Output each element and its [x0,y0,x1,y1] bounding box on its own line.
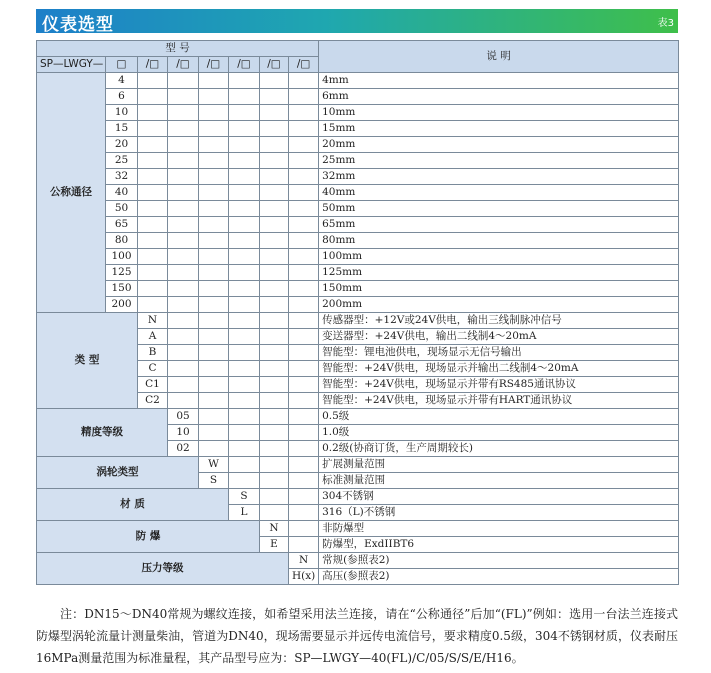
option-code: A [138,329,168,345]
section-diameter-label: 公称通径 [37,73,106,313]
option-description: 智能型：锂电池供电，现场显示无信号输出 [319,345,679,361]
section-title: 仪表选型 [42,15,114,35]
table-number: 表3 [657,18,674,29]
section-turbine-label: 涡轮类型 [37,457,199,489]
table-row [37,217,679,233]
empty-cell [289,249,319,265]
option-code: 15 [106,121,138,137]
empty-cell [199,297,229,313]
empty-cell [199,185,229,201]
empty-cell [229,153,260,169]
empty-cell [138,249,168,265]
empty-cell [168,361,199,377]
empty-cell [199,377,229,393]
option-description: 扩展测量范围 [319,457,679,473]
empty-cell [260,329,289,345]
empty-cell [168,393,199,409]
empty-cell [229,425,260,441]
empty-cell [168,265,199,281]
option-description: 125mm [319,265,679,281]
empty-cell [138,89,168,105]
model-prefix: SP—LWGY— [37,57,106,73]
option-description: 非防爆型 [319,521,679,537]
empty-cell [289,505,319,521]
empty-cell [168,281,199,297]
empty-cell [260,313,289,329]
option-description: 智能型：+24V供电，现场显示并输出二线制4～20mA [319,361,679,377]
empty-cell [289,121,319,137]
empty-cell [138,185,168,201]
table-row [37,185,679,201]
empty-cell [260,121,289,137]
empty-cell [199,153,229,169]
table-row [37,153,679,169]
empty-cell [229,297,260,313]
empty-cell [229,169,260,185]
empty-cell [199,73,229,89]
table-row [37,233,679,249]
empty-cell [168,137,199,153]
empty-cell [168,153,199,169]
model-slot: /□ [138,57,168,73]
empty-cell [199,393,229,409]
empty-cell [289,217,319,233]
empty-cell [289,153,319,169]
empty-cell [199,313,229,329]
empty-cell [289,329,319,345]
empty-cell [289,521,319,537]
table-row [37,249,679,265]
model-slot: /□ [260,57,289,73]
empty-cell [229,233,260,249]
option-description: 150mm [319,281,679,297]
option-code: 32 [106,169,138,185]
option-description: 0.5级 [319,409,679,425]
option-description: 304不锈钢 [319,489,679,505]
empty-cell [199,441,229,457]
table-row [37,553,679,569]
option-code: 6 [106,89,138,105]
option-description: 65mm [319,217,679,233]
empty-cell [168,217,199,233]
model-slot: □ [106,57,138,73]
empty-cell [260,89,289,105]
empty-cell [260,457,289,473]
empty-cell [138,281,168,297]
option-description: 40mm [319,185,679,201]
empty-cell [260,345,289,361]
empty-cell [168,201,199,217]
empty-cell [260,265,289,281]
empty-cell [168,73,199,89]
option-description: 32mm [319,169,679,185]
empty-cell [289,409,319,425]
option-code: 4 [106,73,138,89]
empty-cell [168,345,199,361]
empty-cell [229,121,260,137]
option-description: 316（L)不锈钢 [319,505,679,521]
option-code: 200 [106,297,138,313]
option-code: C2 [138,393,168,409]
empty-cell [229,329,260,345]
empty-cell [289,473,319,489]
empty-cell [138,233,168,249]
header-row-1 [37,41,679,57]
empty-cell [260,281,289,297]
empty-cell [260,473,289,489]
table-row [37,297,679,313]
option-description: 25mm [319,153,679,169]
section-pressure-label: 压力等级 [37,553,289,585]
empty-cell [260,505,289,521]
option-code: 40 [106,185,138,201]
empty-cell [199,89,229,105]
option-code: N [289,553,319,569]
empty-cell [138,297,168,313]
empty-cell [260,393,289,409]
empty-cell [199,409,229,425]
table-row [37,201,679,217]
empty-cell [289,489,319,505]
empty-cell [229,457,260,473]
empty-cell [289,361,319,377]
empty-cell [260,137,289,153]
empty-cell [260,409,289,425]
option-description: 标准测量范围 [319,473,679,489]
empty-cell [260,377,289,393]
empty-cell [289,345,319,361]
empty-cell [289,169,319,185]
empty-cell [138,121,168,137]
option-description: 常规(参照表2) [319,553,679,569]
option-code: C [138,361,168,377]
empty-cell [199,345,229,361]
empty-cell [199,201,229,217]
option-description: 20mm [319,137,679,153]
option-code: N [260,521,289,537]
empty-cell [199,425,229,441]
empty-cell [168,377,199,393]
table-row [37,89,679,105]
empty-cell [138,153,168,169]
option-description: 智能型：+24V供电，现场显示并带有RS485通讯协议 [319,377,679,393]
table-row [37,281,679,297]
option-description: 200mm [319,297,679,313]
option-description: 50mm [319,201,679,217]
empty-cell [199,217,229,233]
option-description: 80mm [319,233,679,249]
empty-cell [229,393,260,409]
empty-cell [168,105,199,121]
empty-cell [229,345,260,361]
empty-cell [138,217,168,233]
table-row [37,105,679,121]
empty-cell [229,377,260,393]
empty-cell [260,249,289,265]
empty-cell [289,105,319,121]
empty-cell [138,169,168,185]
option-description: 6mm [319,89,679,105]
section-material-label: 材 质 [37,489,229,521]
model-slot: /□ [168,57,199,73]
empty-cell [289,457,319,473]
table-row [37,169,679,185]
empty-cell [199,233,229,249]
model-header: 型 号 [37,41,319,57]
empty-cell [260,201,289,217]
option-code: 150 [106,281,138,297]
empty-cell [168,185,199,201]
empty-cell [199,265,229,281]
empty-cell [168,249,199,265]
empty-cell [289,425,319,441]
empty-cell [289,537,319,553]
option-code: 10 [168,425,199,441]
empty-cell [260,153,289,169]
empty-cell [229,265,260,281]
option-description: 0.2级(协商订货，生产周期较长) [319,441,679,457]
section-banner [36,9,678,33]
model-slot: /□ [229,57,260,73]
empty-cell [260,425,289,441]
empty-cell [289,265,319,281]
option-code: E [260,537,289,553]
empty-cell [168,297,199,313]
option-code: 10 [106,105,138,121]
empty-cell [138,105,168,121]
option-description: 智能型：+24V供电，现场显示并带有HART通讯协议 [319,393,679,409]
option-code: W [199,457,229,473]
empty-cell [260,105,289,121]
empty-cell [229,217,260,233]
empty-cell [289,89,319,105]
option-code: 05 [168,409,199,425]
empty-cell [229,105,260,121]
empty-cell [289,441,319,457]
empty-cell [289,313,319,329]
table-row [37,457,679,473]
option-code: 100 [106,249,138,265]
empty-cell [199,249,229,265]
empty-cell [229,409,260,425]
option-description: 防爆型，ExdIIBT6 [319,537,679,553]
empty-cell [229,473,260,489]
option-code: C1 [138,377,168,393]
option-code: 65 [106,217,138,233]
empty-cell [199,169,229,185]
empty-cell [260,297,289,313]
footnote: 注：DN15～DN40常规为螺纹连接，如希望采用法兰连接，请在“公称通径”后加“(FL)”例如：选用一台法兰连接式防爆型涡轮流量计测量柴油，管道为DN40，现场需要显示并远传电流信号，要求精度0.5级，304不锈钢材质，仪表耐压16MPa测量范围为标准量程，其产品型号应为：SP—LWGY—40(FL)/C/05/S/S/E/H16。 [36,607,678,665]
option-code: N [138,313,168,329]
empty-cell [289,281,319,297]
option-code: S [229,489,260,505]
empty-cell [289,201,319,217]
empty-cell [168,233,199,249]
option-description: 传感器型：+12V或24V供电，输出三线制脉冲信号 [319,313,679,329]
empty-cell [260,185,289,201]
empty-cell [199,105,229,121]
table-row [37,265,679,281]
option-description: 10mm [319,105,679,121]
option-description: 变送器型：+24V供电，输出二线制4～20mA [319,329,679,345]
description-header: 说 明 [319,41,679,73]
section-explosion-label: 防 爆 [37,521,260,553]
option-description: 高压(参照表2) [319,569,679,585]
empty-cell [168,313,199,329]
empty-cell [138,265,168,281]
empty-cell [260,489,289,505]
empty-cell [260,361,289,377]
table-row [37,121,679,137]
section-type-label: 类 型 [37,313,138,409]
empty-cell [229,137,260,153]
empty-cell [229,201,260,217]
table-row [37,489,679,505]
empty-cell [289,377,319,393]
section-accuracy-label: 精度等级 [37,409,168,457]
empty-cell [138,137,168,153]
empty-cell [199,329,229,345]
empty-cell [168,169,199,185]
option-code: 50 [106,201,138,217]
option-description: 15mm [319,121,679,137]
option-code: L [229,505,260,521]
empty-cell [260,441,289,457]
model-slot: /□ [199,57,229,73]
empty-cell [199,137,229,153]
empty-cell [289,393,319,409]
empty-cell [260,73,289,89]
empty-cell [138,201,168,217]
option-code: 125 [106,265,138,281]
option-description: 1.0级 [319,425,679,441]
table-row [37,521,679,537]
option-description: 100mm [319,249,679,265]
model-slot: /□ [289,57,319,73]
empty-cell [260,169,289,185]
empty-cell [260,233,289,249]
option-code: 20 [106,137,138,153]
empty-cell [199,361,229,377]
empty-cell [229,73,260,89]
option-code: 80 [106,233,138,249]
model-selection-table [36,40,679,585]
table-row [37,73,679,89]
empty-cell [289,73,319,89]
empty-cell [289,185,319,201]
empty-cell [229,249,260,265]
empty-cell [229,281,260,297]
empty-cell [289,137,319,153]
option-code: 25 [106,153,138,169]
empty-cell [260,217,289,233]
empty-cell [168,329,199,345]
empty-cell [168,121,199,137]
empty-cell [199,121,229,137]
option-description: 4mm [319,73,679,89]
empty-cell [138,73,168,89]
empty-cell [229,185,260,201]
table-row [37,137,679,153]
option-code: S [199,473,229,489]
table-row [37,313,679,329]
empty-cell [199,281,229,297]
option-code: 02 [168,441,199,457]
empty-cell [229,361,260,377]
empty-cell [289,297,319,313]
empty-cell [168,89,199,105]
empty-cell [229,441,260,457]
empty-cell [289,233,319,249]
option-code: B [138,345,168,361]
option-code: H(x) [289,569,319,585]
empty-cell [229,313,260,329]
empty-cell [229,89,260,105]
table-row [37,409,679,425]
